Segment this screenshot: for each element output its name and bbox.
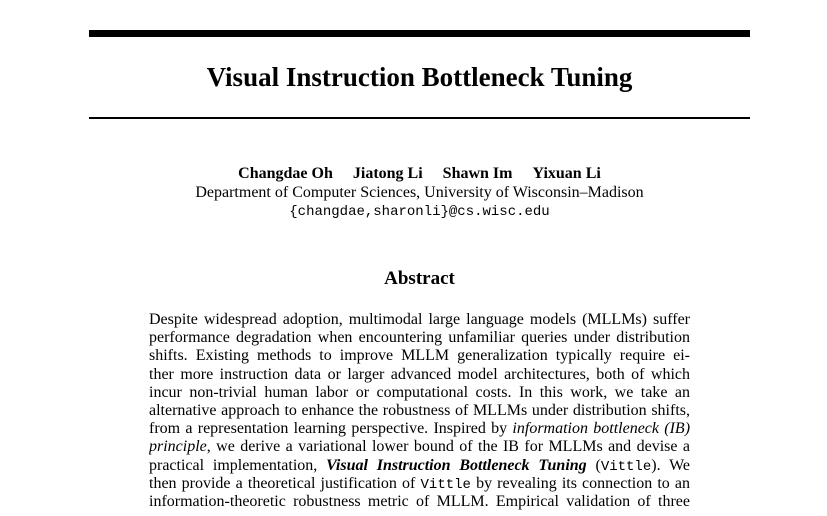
affiliation: Department of Computer Sciences, University of Wisconsin–Madison <box>195 184 644 201</box>
abstract-italic-term: information bottleneck (IB) <box>512 420 690 438</box>
abstract-text: from a representation learning perspective. Inspired by <box>149 420 508 438</box>
author-name: Yixuan Li <box>532 165 601 182</box>
paper-title: Visual Instruction Bottleneck Tuning <box>206 62 633 92</box>
abstract-text: ( <box>595 456 601 474</box>
abstract-line: Despite widespread adoption, multimodal large language models (MLLMs) suffer <box>149 311 690 328</box>
abstract-text: then provide a theoretical justification of <box>149 474 416 492</box>
abstract-line: alternative approach to enhance the robustness of MLLMs under distribution shifts, <box>149 401 690 419</box>
abstract-line: performance degradation when encountering unfamiliar queries under distribution <box>149 329 690 347</box>
abstract-line <box>149 475 690 493</box>
method-acronym: Vittle <box>420 476 471 493</box>
abstract-text: by revealing its connection to an <box>476 474 690 492</box>
abstract-line: ther more instruction data or larger advanced model architectures, both of which <box>149 365 690 383</box>
author-list <box>89 164 750 184</box>
abstract-line: shifts. Existing methods to improve MLLM generalization typically require ei- <box>149 347 690 365</box>
author-name: Jiatong Li <box>352 165 423 182</box>
abstract-text: ). We <box>651 456 690 474</box>
email-address: {changdae,sharonli}@cs.wisc.edu <box>289 204 550 220</box>
abstract-line: incur non-trivial human labor or computational costs. In this work, we take an <box>149 383 690 401</box>
abstract-text: practical implementation, <box>149 456 318 474</box>
author-name: Changdae Oh <box>238 165 333 182</box>
abstract-line <box>149 438 690 456</box>
author-name: Shawn Im <box>442 165 513 182</box>
abstract-line <box>149 420 690 438</box>
title-bottom-rule <box>89 117 750 119</box>
top-rule <box>89 30 750 37</box>
abstract-heading: Abstract <box>384 268 455 289</box>
abstract-text: , we derive a variational lower bound of the IB for MLLMs and devise a <box>206 438 690 456</box>
abstract-line <box>149 457 690 475</box>
abstract-line: information-theoretic robustness metric of MLLM. Empirical validation of three <box>149 492 690 510</box>
method-name: Visual Instruction Bottleneck Tuning <box>326 456 587 474</box>
abstract-italic-term: principle <box>149 438 207 456</box>
method-acronym: Vittle <box>600 458 652 475</box>
abstract-body <box>149 311 690 511</box>
